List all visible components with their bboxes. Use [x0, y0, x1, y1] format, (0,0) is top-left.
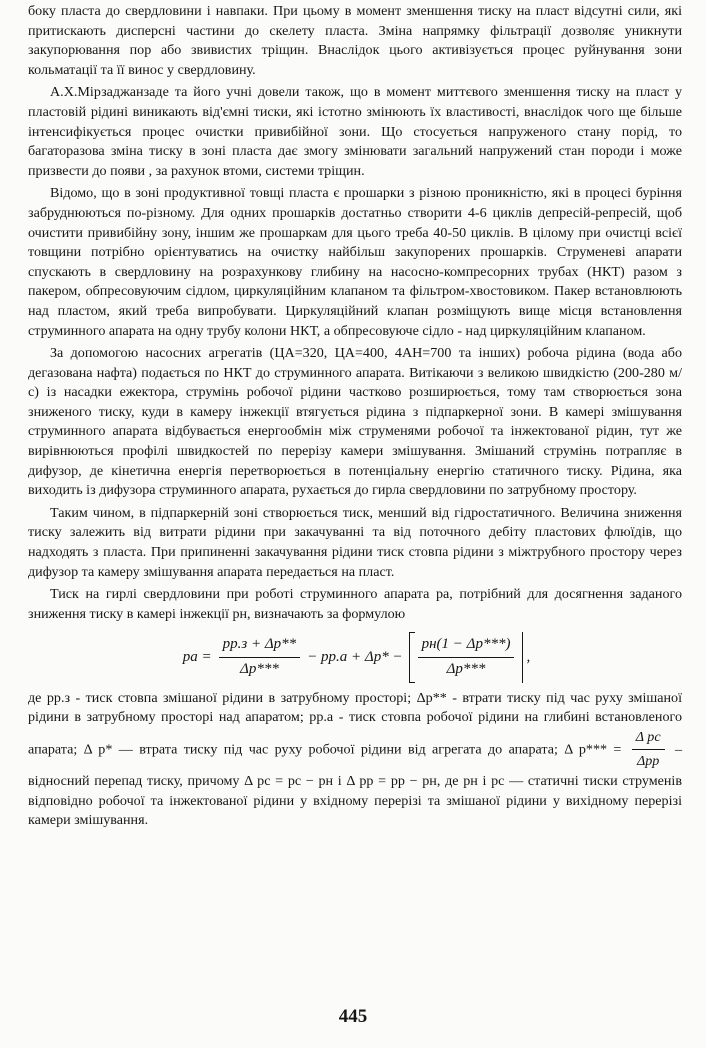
formula-fraction-1	[219, 635, 301, 679]
relative-drop-fraction	[632, 728, 665, 772]
paragraph-continuation: боку пласта до свердловини і навпаки. При цьому в момент зменшення тиску на пласт відсутні сили, які притискають дисперсні частини до скелету пласта. Зміна напрямку фільтрації дозволяє уникнути закупорювання пор або звивистих тріщин. Внаслідок цього активізується процес руйнування зони кольматації та її винос у свердловину.	[28, 3, 682, 78]
relative-drop-numerator: Δ pс	[632, 728, 665, 751]
formula-fraction-2	[418, 635, 515, 679]
paragraph-productive-layer: Відомо, що в зоні продуктивної товщі пласта є прошарки з різною проникністю, які в процесі буріння забруднюються по-різному. Для одних прошарків достатньо створити 4-6 циклів депресій-репресій, щоб очистити привибійну зону, іншим же прошаркам для цього треба 40-50 циклів. В цілому при очистці всієї товщини потрібно орієнтуватись на очистку найбільш закупорених прошарків. Струменеві апарати спускають в свердловину на розрахункову глибину на насосно-компресорних трубах (НКТ) разом з пакером, обпресовуючим сідлом, циркуляційним клапаном та фільтром-хвостовиком. Пакер встановлюють над пластом, який треба випробувати. Циркуляційний клапан розміщують вище місця встановлення струминного апарата на одну трубу колони НКТ, а обпресовуюче сідло - над циркуляційним клапаном.	[28, 185, 682, 339]
formula-fraction-1-denominator: Δp***	[240, 661, 279, 677]
paragraph-mirzadzhanzade: А.Х.Мірзаджанзаде та його учні довели також, що в момент миттєвого зменшення тиску на пласт у пластовій рідині виникають від'ємні тиски, які істотно змінюють їх властивості, внаслідок чого ще більше інтенсифікується процес очистки привибійної зони. Що стосується напруженого стану порід, то багаторазова зміна тиску в зоні пласта дає змогу змінювати загальний напружений стан породи і може призвести до появи , за рахунок втоми, системи тріщин.	[28, 84, 682, 179]
formula-bracket	[409, 632, 524, 682]
relative-drop-denominator: Δpр	[636, 753, 660, 770]
page-number: 445	[338, 1006, 368, 1027]
paragraph-pump-units: За допомогою насосних агрегатів (ЦА=320, ЦА=400, 4АН=700 та інших) робоча рідина (вода або дегазована нафта) подається по НКТ до струминного апарата. Витікаючи з великою швидкістю (200-280 м/с) із насадки ежектора, струмінь робочої рідини частково розширюється, тому там створюється зона зниженого тиску, куди в камеру інжекції втягується рідина з підпаркерної зони. В камері змішування струминного апарата відбувається енергообмін між струменями робочої та інжектованої рідин, тут же вирівнюються профілі швидкостей по перерізу камери змішування. Змішаний струмінь потрапляє в дифузор, де кінетична енергія перетворюється в потенціальну енергію статичного тиску. Рідина, яка виходить із дифузора струминного апарата, рухається до гирла свердловини по затрубному простору.	[28, 345, 682, 499]
definitions-part-a: де pр.з - тиск стовпа змішаної рідини в затрубному просторі; Δp** - втрати тиску під час руху змішаної рідини в затрубному просторі над апаратом; pр.а - тиск стовпа робочої рідини на глибині встановленого апарата; Δ p* — втрата тиску під час руху робочої рідини від агрегата до апарата; Δ p*** =	[28, 689, 682, 758]
formula-middle-terms: − pр.а + Δp* −	[307, 648, 403, 665]
formula-fraction-2-numerator: pн(1 − Δp***)	[418, 635, 515, 658]
paragraph-underpacker-zone: Таким чином, в підпаркерній зоні створюється тиск, менший від гідростатичного. Величина зниження тиску залежить від витрати рідини при закачуванні та від поточного дебіту пластових флюїдів, що надходять з пласта. При припиненні закачування рідини тиск стовпа рідини з міжтрубного простору через дифузор та камеру змішування апарата передається на пласт.	[28, 504, 682, 580]
body-text	[28, 2, 682, 834]
formula-comma: ,	[526, 648, 531, 665]
paragraph-variable-definitions	[28, 689, 682, 831]
pressure-formula	[28, 632, 682, 682]
formula-fraction-2-denominator: Δp***	[446, 661, 486, 677]
formula-fraction-1-numerator: pр.з + Δp**	[219, 635, 301, 658]
paragraph-formula-intro: Тиск на гирлі свердловини при роботі струминного апарата pа, потрібний для досягнення заданого зниження тиску в камері інжекції pн, визначають за формулою	[28, 586, 682, 622]
definitions-part-b: – відносний перепад тиску, причому Δ pс = pс − pн і Δ pр = pр − pн, де pн і pс — статичні тиски струменів відповідно робочої та інжектованої рідини у вхідному перерізі та змішаної рідини у вихідному перерізі камери змішування.	[28, 741, 682, 829]
formula-lhs: pа =	[182, 648, 212, 665]
